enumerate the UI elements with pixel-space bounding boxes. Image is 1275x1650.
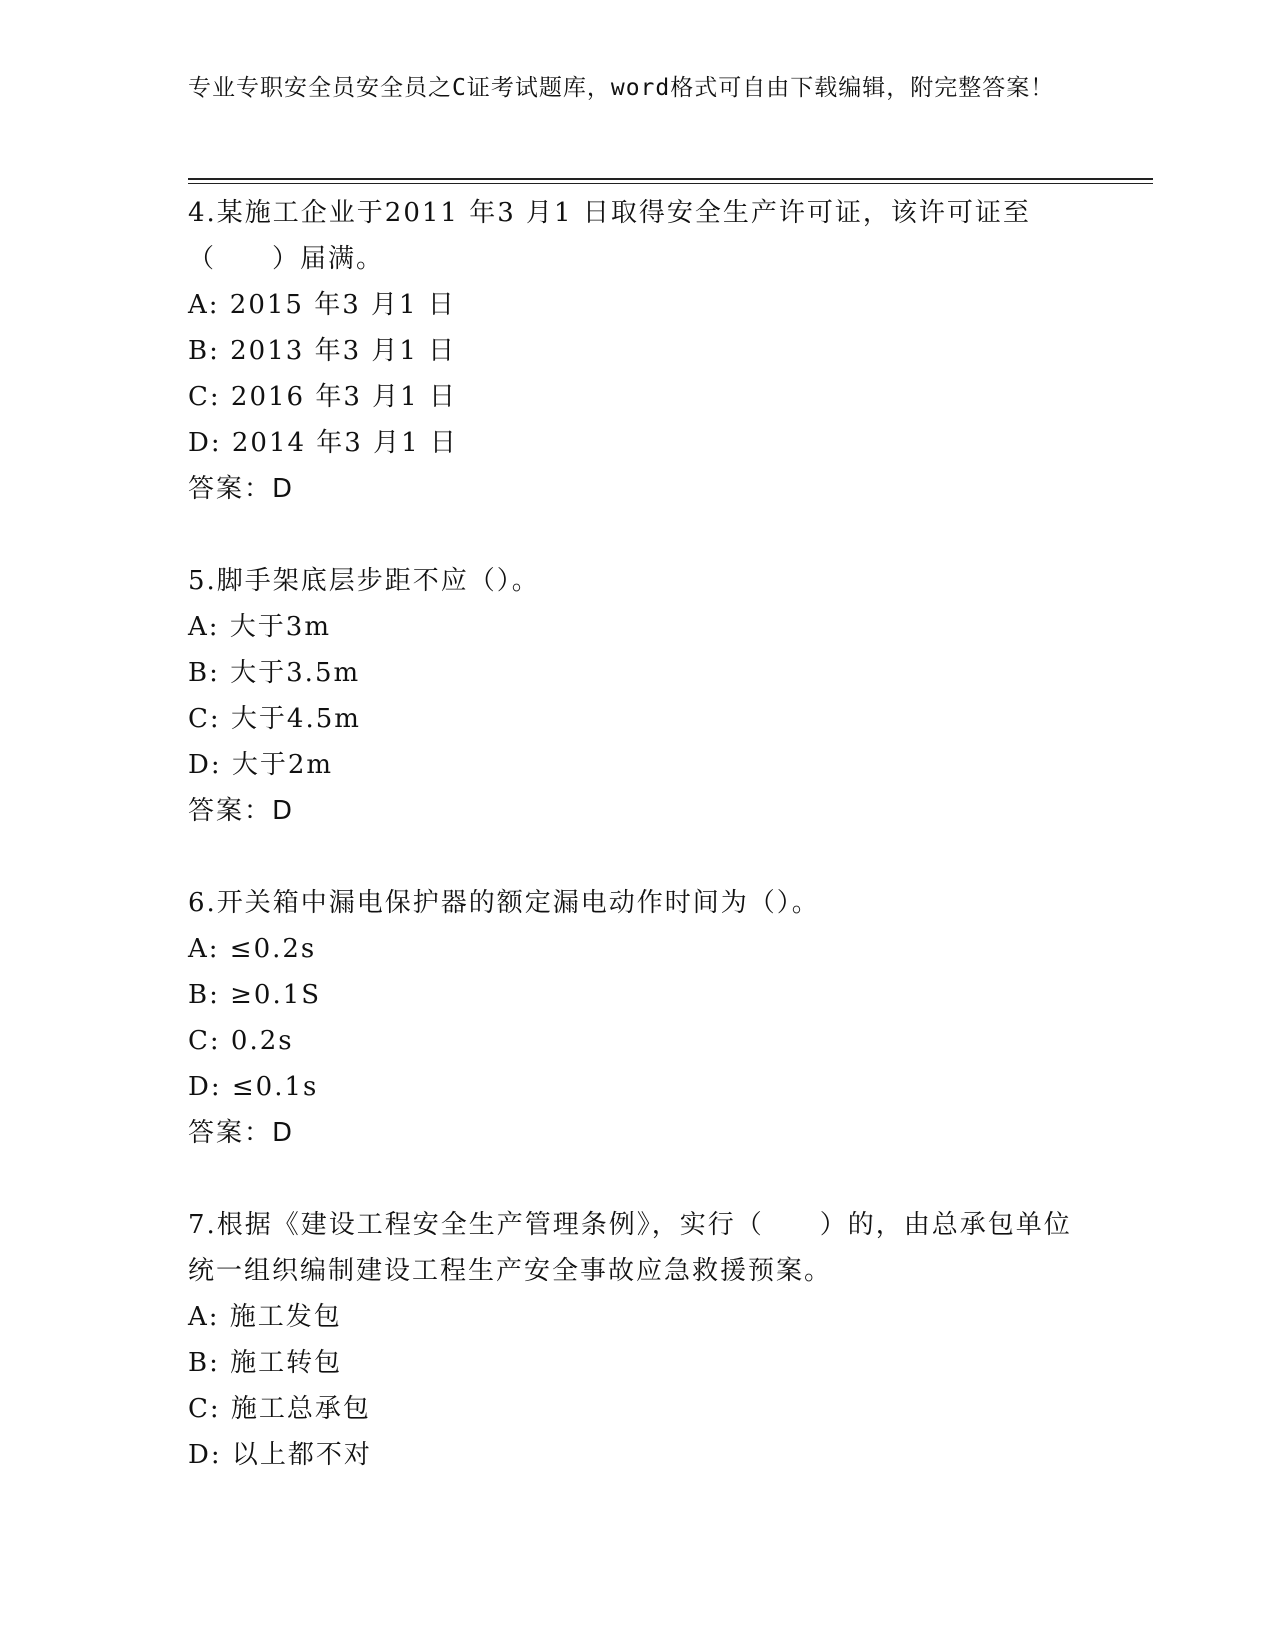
option-b: B: 施工转包 <box>188 1348 343 1378</box>
option-c: C: 大于4.5m <box>188 704 361 734</box>
answer-text: 答案：D <box>188 796 295 826</box>
option-c: C: 2016 年3 月1 日 <box>188 382 457 412</box>
option-a: A: 施工发包 <box>188 1302 342 1332</box>
answer-text: 答案：D <box>188 474 295 504</box>
option-c: C: 0.2s <box>188 1026 294 1056</box>
option-d: D: 大于2m <box>188 750 334 780</box>
option-b: B: ≥0.1S <box>188 980 322 1010</box>
header-rule-thin <box>188 183 1153 184</box>
option-d: D: ≤0.1s <box>188 1072 319 1102</box>
option-d: D: 以上都不对 <box>188 1440 372 1470</box>
option-a: A: ≤0.2s <box>188 934 317 964</box>
question-text: 4.某施工企业于2011 年3 月1 日取得安全生产许可证，该许可证至（ ）届满。 <box>188 198 1031 274</box>
question-5 <box>188 558 1088 834</box>
question-text: 6.开关箱中漏电保护器的额定漏电动作时间为（）。 <box>188 888 820 918</box>
document-header: 专业专职安全员安全员之C证考试题库，word格式可自由下载编辑，附完整答案！ <box>188 75 1055 101</box>
question-list <box>188 190 1088 1478</box>
option-b: B: 2013 年3 月1 日 <box>188 336 457 366</box>
question-text: 5.脚手架底层步距不应（）。 <box>188 566 540 596</box>
question-4 <box>188 190 1088 512</box>
option-b: B: 大于3.5m <box>188 658 361 688</box>
question-6 <box>188 880 1088 1156</box>
option-a: A: 大于3m <box>188 612 331 642</box>
answer-text: 答案：D <box>188 1118 295 1148</box>
question-7 <box>188 1202 1088 1478</box>
option-a: A: 2015 年3 月1 日 <box>188 290 456 320</box>
option-c: C: 施工总承包 <box>188 1394 371 1424</box>
option-d: D: 2014 年3 月1 日 <box>188 428 458 458</box>
question-text: 7.根据《建设工程安全生产管理条例》，实行（ ）的，由总承包单位统一组织编制建设工程生产安全事故应急救援预案。 <box>188 1210 1072 1286</box>
header-rule-thick <box>188 178 1153 180</box>
